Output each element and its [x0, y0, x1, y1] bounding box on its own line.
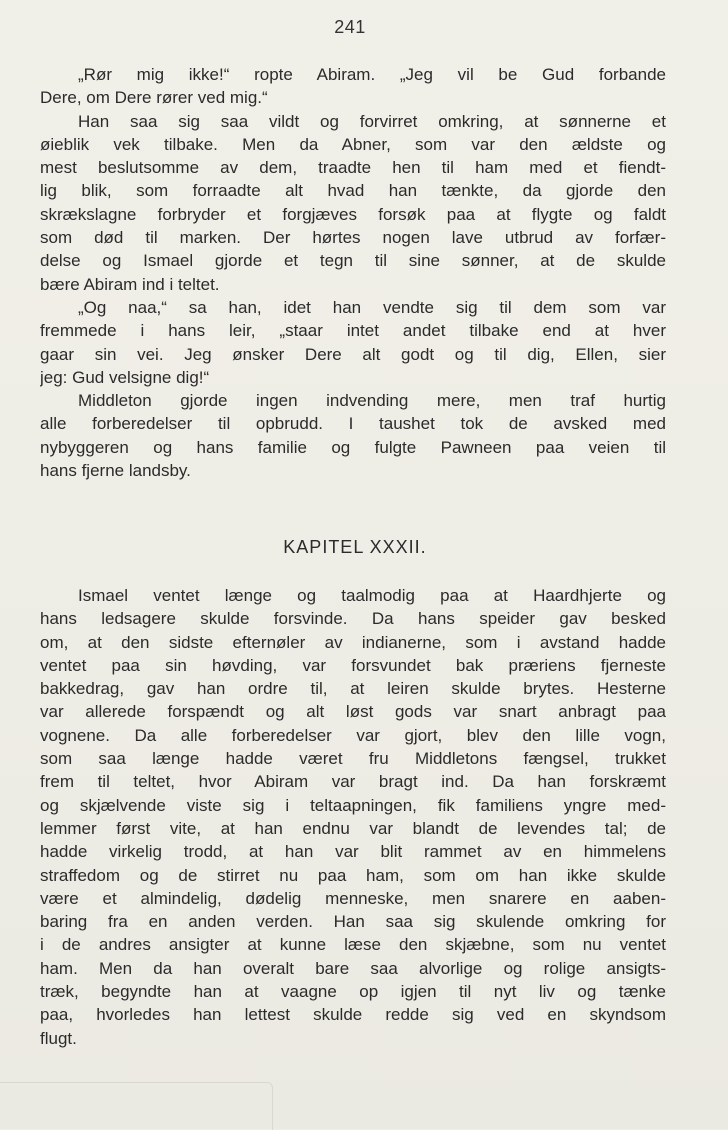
text-line: Ismael ventet længe og taalmodig paa at Haardhjerte og — [78, 586, 666, 605]
text-line: jeg: Gud velsigne dig!“ — [40, 367, 210, 387]
text-line: være et almindelig, dødelig menneske, men snarere en aaben- — [40, 888, 666, 908]
text-line: alle forberedelser til opbrudd. I taushet tok de avsked med — [40, 414, 666, 434]
text-line: mest beslutsomme av dem, traadte hen til ham med et fiendt- — [40, 158, 666, 178]
text-line: lig blik, som forraadte alt hvad han tænkte, da gjorde den — [40, 181, 666, 201]
text-line: bakkedrag, gav han ordre til, at leiren skulde brytes. Hesterne — [40, 679, 666, 699]
text-line: om, at den sidste efternøler av indianerne, som i avstand hadde — [40, 632, 666, 652]
text-line: nybyggeren og hans familie og fulgte Pawneen paa veien til — [40, 437, 666, 457]
text-line: straffedom og de stirret nu paa ham, som om han ikke skulde — [40, 865, 666, 885]
text-line: baring fra en anden verden. Han saa sig skulende omkring for — [40, 912, 666, 932]
text-line: øieblik vek tilbake. Men da Abner, som var den ældste og — [40, 134, 666, 154]
text-line: skrækslagne forbryder et forgjæves forsøk paa at flygte og faldt — [40, 204, 666, 224]
text-line: vognene. Da alle forberedelser var gjort, blev den lille vogn, — [40, 725, 666, 745]
text-line: ham. Men da han overalt bare saa alvorlige og rolige ansigts- — [40, 958, 666, 978]
text-line: flugt. — [40, 1028, 77, 1048]
text-line: i de andres ansigter at kunne læse den skjæbne, som nu ventet — [40, 935, 666, 955]
text-line: „Og naa,“ sa han, idet han vendte sig til dem som var — [78, 297, 666, 317]
text-line: Middleton gjorde ingen indvending mere, men traf hurtig — [78, 391, 666, 411]
text-line: og skjælvende viste sig i teltaapningen, fik familiens yngre med- — [40, 795, 666, 815]
text-line: hans fjerne landsby. — [40, 461, 191, 481]
text-line: hans ledsagere skulde forsvinde. Da hans speider gav besked — [40, 609, 666, 629]
text-line: træk, begyndte han at vaagne op igjen til nyt liv og tænke — [40, 982, 666, 1002]
text-line: var allerede forspændt og alt løst gods var snart anbragt paa — [40, 702, 666, 722]
text-line: „Rør mig ikke!“ ropte Abiram. „Jeg vil be Gud forbande — [78, 65, 666, 84]
text-line: paa, hvorledes han lettest skulde redde sig ved en skyndsom — [40, 1005, 666, 1025]
text-line: frem til teltet, hvor Abiram var bragt ind. Da han forskræmt — [40, 772, 666, 792]
text-line: Han saa sig saa vildt og forvirret omkring, at sønnerne et — [78, 111, 666, 131]
text-line: ventet paa sin høvding, var forsvundet bak præriens fjerneste — [40, 655, 666, 675]
chapter-opening-paragraph — [40, 584, 666, 1050]
text-line: hadde virkelig trodd, at han var blit rammet av en himmelens — [40, 842, 666, 862]
text-line: som saa længe hadde været fru Middletons fængsel, trukket — [40, 749, 666, 769]
text-line: bære Abiram ind i teltet. — [40, 274, 220, 294]
page-edge-shadow — [0, 1082, 273, 1130]
text-line: som død til marken. Der hørtes nogen lave utbrud av forfær- — [40, 228, 666, 248]
text-line: delse og Ismael gjorde et tegn til sine sønner, at de skulde — [40, 251, 666, 271]
text-line: fremmede i hans leir, „staar intet andet tilbake end at hver — [40, 321, 666, 341]
text-line: gaar sin vei. Jeg ønsker Dere alt godt og til dig, Ellen, sier — [40, 344, 666, 364]
paragraphs-before-chapter — [40, 63, 666, 482]
page-number: 241 — [334, 17, 366, 37]
chapter-heading: KAPITEL XXXII. — [283, 537, 427, 557]
text-line: lemmer først vite, at han endnu var blandt de levendes tal; de — [40, 818, 666, 838]
text-line: Dere, om Dere rører ved mig.“ — [40, 88, 268, 108]
